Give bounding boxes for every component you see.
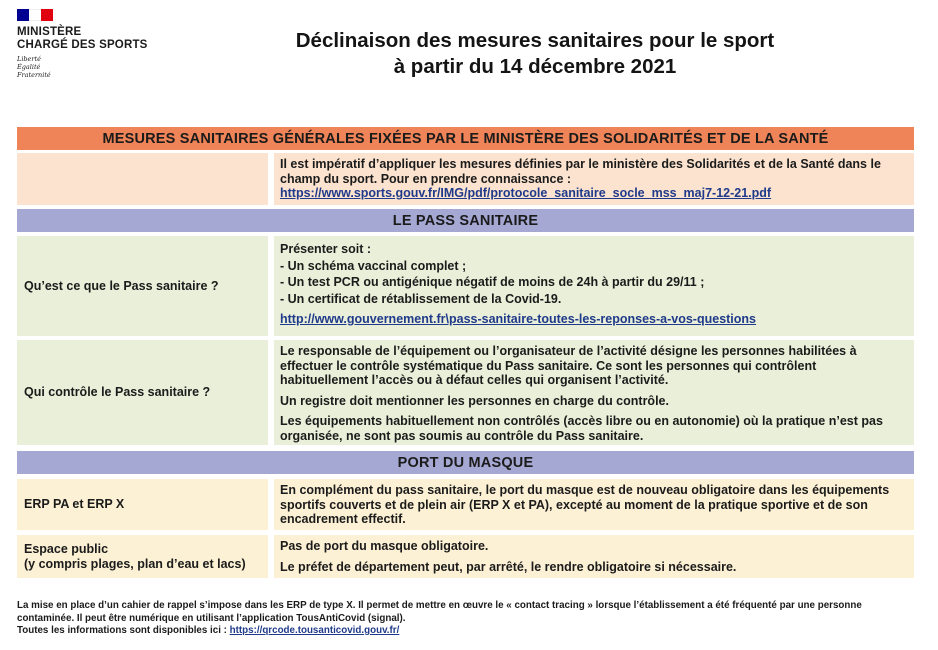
footer-notes — [17, 600, 917, 638]
pass-control-content — [274, 340, 914, 445]
pass-definition-intro: Présenter soit : — [280, 242, 372, 256]
mask-erp-row — [17, 479, 914, 530]
pass-control-p1: Le responsable de l’équipement ou l’organisateur de l’activité désigne les personnes habilitées à effectuer le contrôle systématique du Pass sanitaire. Ce sont les personnes qui contrôlent habituellement l’accès ou à défaut celles qui organisent l’activité. — [280, 344, 857, 387]
republic-motto — [17, 55, 167, 79]
page-title — [260, 28, 810, 80]
mask-public-row — [17, 535, 914, 578]
mask-public-content — [274, 535, 914, 578]
pass-control-p3: Les équipements habituellement non contrôlés (accès libre ou en autonomie) où la pratique n’est pas organisée, ne sont pas soumis au contrôle du Pass sanitaire. — [280, 414, 883, 443]
motto-fraternite: Fraternité — [17, 71, 51, 79]
section-pass-heading: LE PASS SANITAIRE — [17, 209, 914, 232]
tousanticovid-link[interactable]: https://qrcode.tousanticovid.gouv.fr/ — [229, 625, 400, 636]
general-measures-label-cell — [17, 153, 268, 205]
section-mask-heading: PORT DU MASQUE — [17, 451, 914, 474]
mask-erp-label: ERP PA et ERP X — [17, 479, 268, 530]
general-measures-text: Il est impératif d’appliquer les mesures définies par le ministère des Solidarités et de la Santé dans le champ du sport. Pour en prendre connaissance : — [280, 157, 881, 186]
mask-public-label — [17, 535, 268, 578]
general-measures-content — [274, 153, 914, 205]
section-general-measures-heading: MESURES SANITAIRES GÉNÉRALES FIXÉES PAR LE MINISTÈRE DES SOLIDARITÉS ET DE LA SANTÉ — [17, 127, 914, 150]
ministry-logo — [17, 9, 167, 79]
ministry-name-line1: MINISTÈRE — [17, 26, 82, 38]
flag-red — [41, 9, 53, 21]
flag-blue — [17, 9, 29, 21]
french-flag-icon — [17, 9, 53, 21]
pass-item: - Un schéma vaccinal complet ; — [280, 258, 467, 273]
pass-control-p2: Un registre doit mentionner les personnes en charge du contrôle. — [280, 393, 669, 408]
pass-item: - Un certificat de rétablissement de la Covid-19. — [280, 291, 562, 306]
ministry-name-line2: CHARGÉ DES SPORTS — [17, 39, 148, 51]
mask-public-p2: Le préfet de département peut, par arrêté, le rendre obligatoire si nécessaire. — [280, 559, 737, 574]
contact-tracing-note: La mise en place d’un cahier de rappel s’impose dans les ERP de type X. Il permet de mettre en œuvre le « contact tracing » lorsque l’établissement a été fréquenté par une personne contaminée. Il peut être numérique en utilisant l’application TousAntiCovid (signal). — [17, 600, 862, 624]
mask-erp-content: En complément du pass sanitaire, le port du masque est de nouveau obligatoire dans les équipements sportifs couverts et de plein air (ERP X et PA), excepté au moment de la pratique sportive et de son encadrement effectif. — [274, 479, 914, 530]
pass-info-link[interactable]: http://www.gouvernement.fr\pass-sanitaire-toutes-les-reponses-a-vos-questions — [280, 312, 757, 326]
info-prefix: Toutes les informations sont disponibles ici : — [17, 625, 227, 636]
pass-definition-content — [274, 236, 914, 336]
motto-egalite: Égalité — [17, 63, 41, 71]
mask-public-p1: Pas de port du masque obligatoire. — [280, 539, 489, 553]
mask-public-label-line2: (y compris plages, plan d’eau et lacs) — [24, 556, 246, 571]
pass-control-label: Qui contrôle le Pass sanitaire ? — [17, 340, 268, 445]
general-measures-row — [17, 153, 914, 205]
motto-liberte: Liberté — [17, 55, 41, 63]
pass-item: - Un test PCR ou antigénique négatif de moins de 24h à partir du 29/11 ; — [280, 275, 705, 289]
title-line2: à partir du 14 décembre 2021 — [393, 55, 677, 78]
pass-control-row — [17, 340, 914, 445]
flag-white — [29, 9, 41, 21]
pass-definition-row — [17, 236, 914, 336]
pass-definition-label: Qu’est ce que le Pass sanitaire ? — [17, 236, 268, 336]
title-line1: Déclinaison des mesures sanitaires pour le sport — [295, 29, 775, 52]
info-line — [17, 625, 917, 638]
protocol-pdf-link[interactable]: https://www.sports.gouv.fr/IMG/pdf/protocole_sanitaire_socle_mss_maj7-12-21.pdf — [280, 186, 772, 200]
mask-public-label-line1: Espace public — [24, 541, 109, 556]
